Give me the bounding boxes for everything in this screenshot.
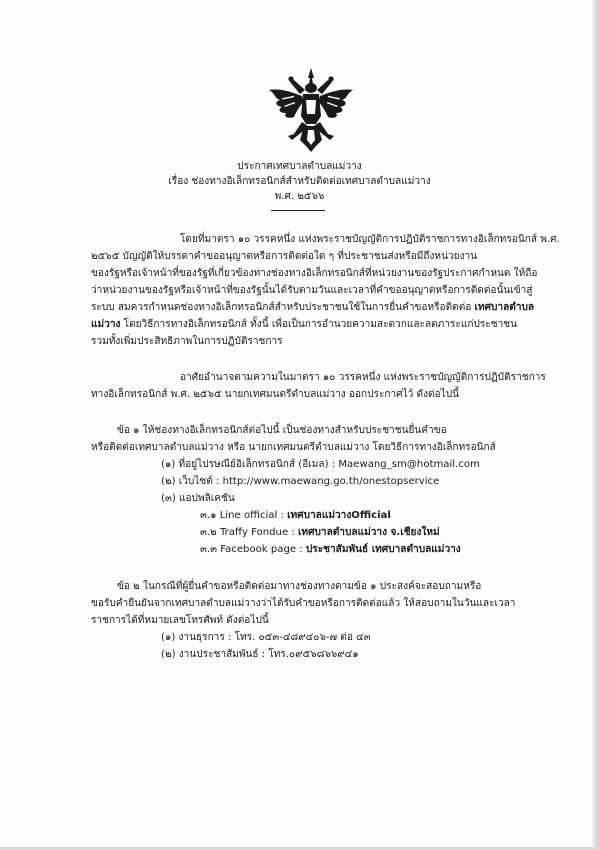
para1-line3: ของรัฐหรือเจ้าหน้าที่ของรัฐที่เกี่ยวข้องทางช่องทางอิเล็กทรอนิกส์ที่หน่วยงานของรัฐประกาศกำหนด ให้ถือ — [91, 268, 538, 279]
para2-line1: อาศัยอำนาจตามความในมาตรา ๑๐ วรรคหนึ่ง แห่งพระราชบัญญัติการปฏิบัติราชการ — [180, 372, 546, 383]
announcement-title: ประกาศเทศบาลตำบลแม่วาง — [237, 161, 362, 172]
scan-edge-right — [592, 0, 599, 850]
clause2-phone-admin: (๑) งานธุรการ : โทร. ๐๕๓-๔๘๙๔๐๖-๗ ต่อ ๔๓ — [161, 632, 371, 643]
clause2-line1: ข้อ ๒ ในกรณีที่ผู้ยื่นคำขอหรือติดต่อมาทางช่องทางตามข้อ ๑ ประสงค์จะสอบถามหรือ — [117, 581, 482, 592]
clause1-line2: หรือติดต่อเทศบาลตำบลแม่วาง หรือ นายกเทศมนตรีตำบลแม่วาง โดยวิธีการทางอิเล็กทรอนิกส์ — [91, 442, 496, 453]
para1-line5: ระบบ สมควรกำหนดช่องทางอิเล็กทรอนิกส์สำหรับประชาชนใช้ในการยื่นคำขอหรือติดต่อ เทศบาลตำบล — [91, 302, 535, 313]
clause2-line3: ราชการได้ที่หมายเลขโทรศัพท์ ดังต่อไปนี้ — [91, 615, 269, 626]
clause1-line1: ข้อ ๑ ให้ช่องทางอิเล็กทรอนิกส์ต่อไปนี้ เป็นช่องทางสำหรับประชาชนยื่นคำขอ — [117, 425, 447, 436]
clause2-phone-pr: (๒) งานประชาสัมพันธ์ : โทร.๐๙๕๖๘๖๖๙๔๑ — [161, 649, 359, 660]
clause1-sub-traffy: ๓.๒ Traffy Fondue : เทศบาลตำบลแม่วาง จ.เชียงใหม่ — [200, 527, 440, 538]
clause1-sub-line: ๓.๑ Line official : เทศบาลแม่วางOfficial — [200, 510, 391, 521]
clause2-line2: ขอรับคำยืนยันจากเทศบาลตำบลแม่วางว่าได้รับคำขอหรือการติดต่อแล้ว ให้สอบถามในวันและเวลา — [91, 598, 516, 609]
para1-line2: ๒๕๖๕ บัญญัติให้บรรดาคำขออนุญาตหรือการติดต่อใด ๆ ที่ประชาชนส่งหรือมีถึงหน่วยงาน — [91, 251, 478, 262]
clause1-item-app: (๓) แอปพลิเคชัน — [161, 493, 235, 504]
garuda-emblem-icon — [266, 66, 356, 156]
announcement-year: พ.ศ. ๒๕๖๖ — [274, 191, 325, 202]
clause1-item-website: (๒) เว็บไซต์ : http://www.maewang.go.th/onestopservice — [161, 476, 440, 487]
para1-line7: รวมทั้งเพิ่มประสิทธิภาพในการปฏิบัติราชการ — [91, 336, 283, 347]
clause1-sub-facebook: ๓.๓ Facebook page : ประชาสัมพันธ์ เทศบาลตำบลแม่วาง — [200, 544, 461, 555]
header-divider — [271, 210, 325, 211]
clause1-item-email: (๑) ที่อยู่ไปรษณีย์อิเล็กทรอนิกส์ (อีเมล) : Maewang_sm@hotmail.com — [161, 459, 480, 470]
announcement-subject: เรื่อง ช่องทางอิเล็กทรอนิกส์สำหรับติดต่อเทศบาลตำบลแม่วาง — [168, 176, 431, 187]
para1-line1: โดยที่มาตรา ๑๐ วรรคหนึ่ง แห่งพระราชบัญญัติการปฏิบัติราชการทางอิเล็กทรอนิกส์ พ.ศ. — [180, 234, 560, 245]
para1-line6: แม่วาง โดยวิธีการทางอิเล็กทรอนิกส์ ทั้งนี้ เพื่อเป็นการอำนวยความสะดวกและลดภาระแก่ประชาชน — [91, 319, 517, 330]
para1-line4: ว่าหน่วยงานของรัฐหรือเจ้าหน้าที่ของรัฐนั้นได้รับตามวันและเวลาที่คำขออนุญาตหรือการติดต่อนั้นเข้าสู่ — [91, 285, 533, 296]
para2-line2: ทางอิเล็กทรอนิกส์ พ.ศ. ๒๕๖๕ นายกเทศมนตรีตำบลแม่วาง ออกประกาศไว้ ดังต่อไปนี้ — [91, 389, 460, 400]
